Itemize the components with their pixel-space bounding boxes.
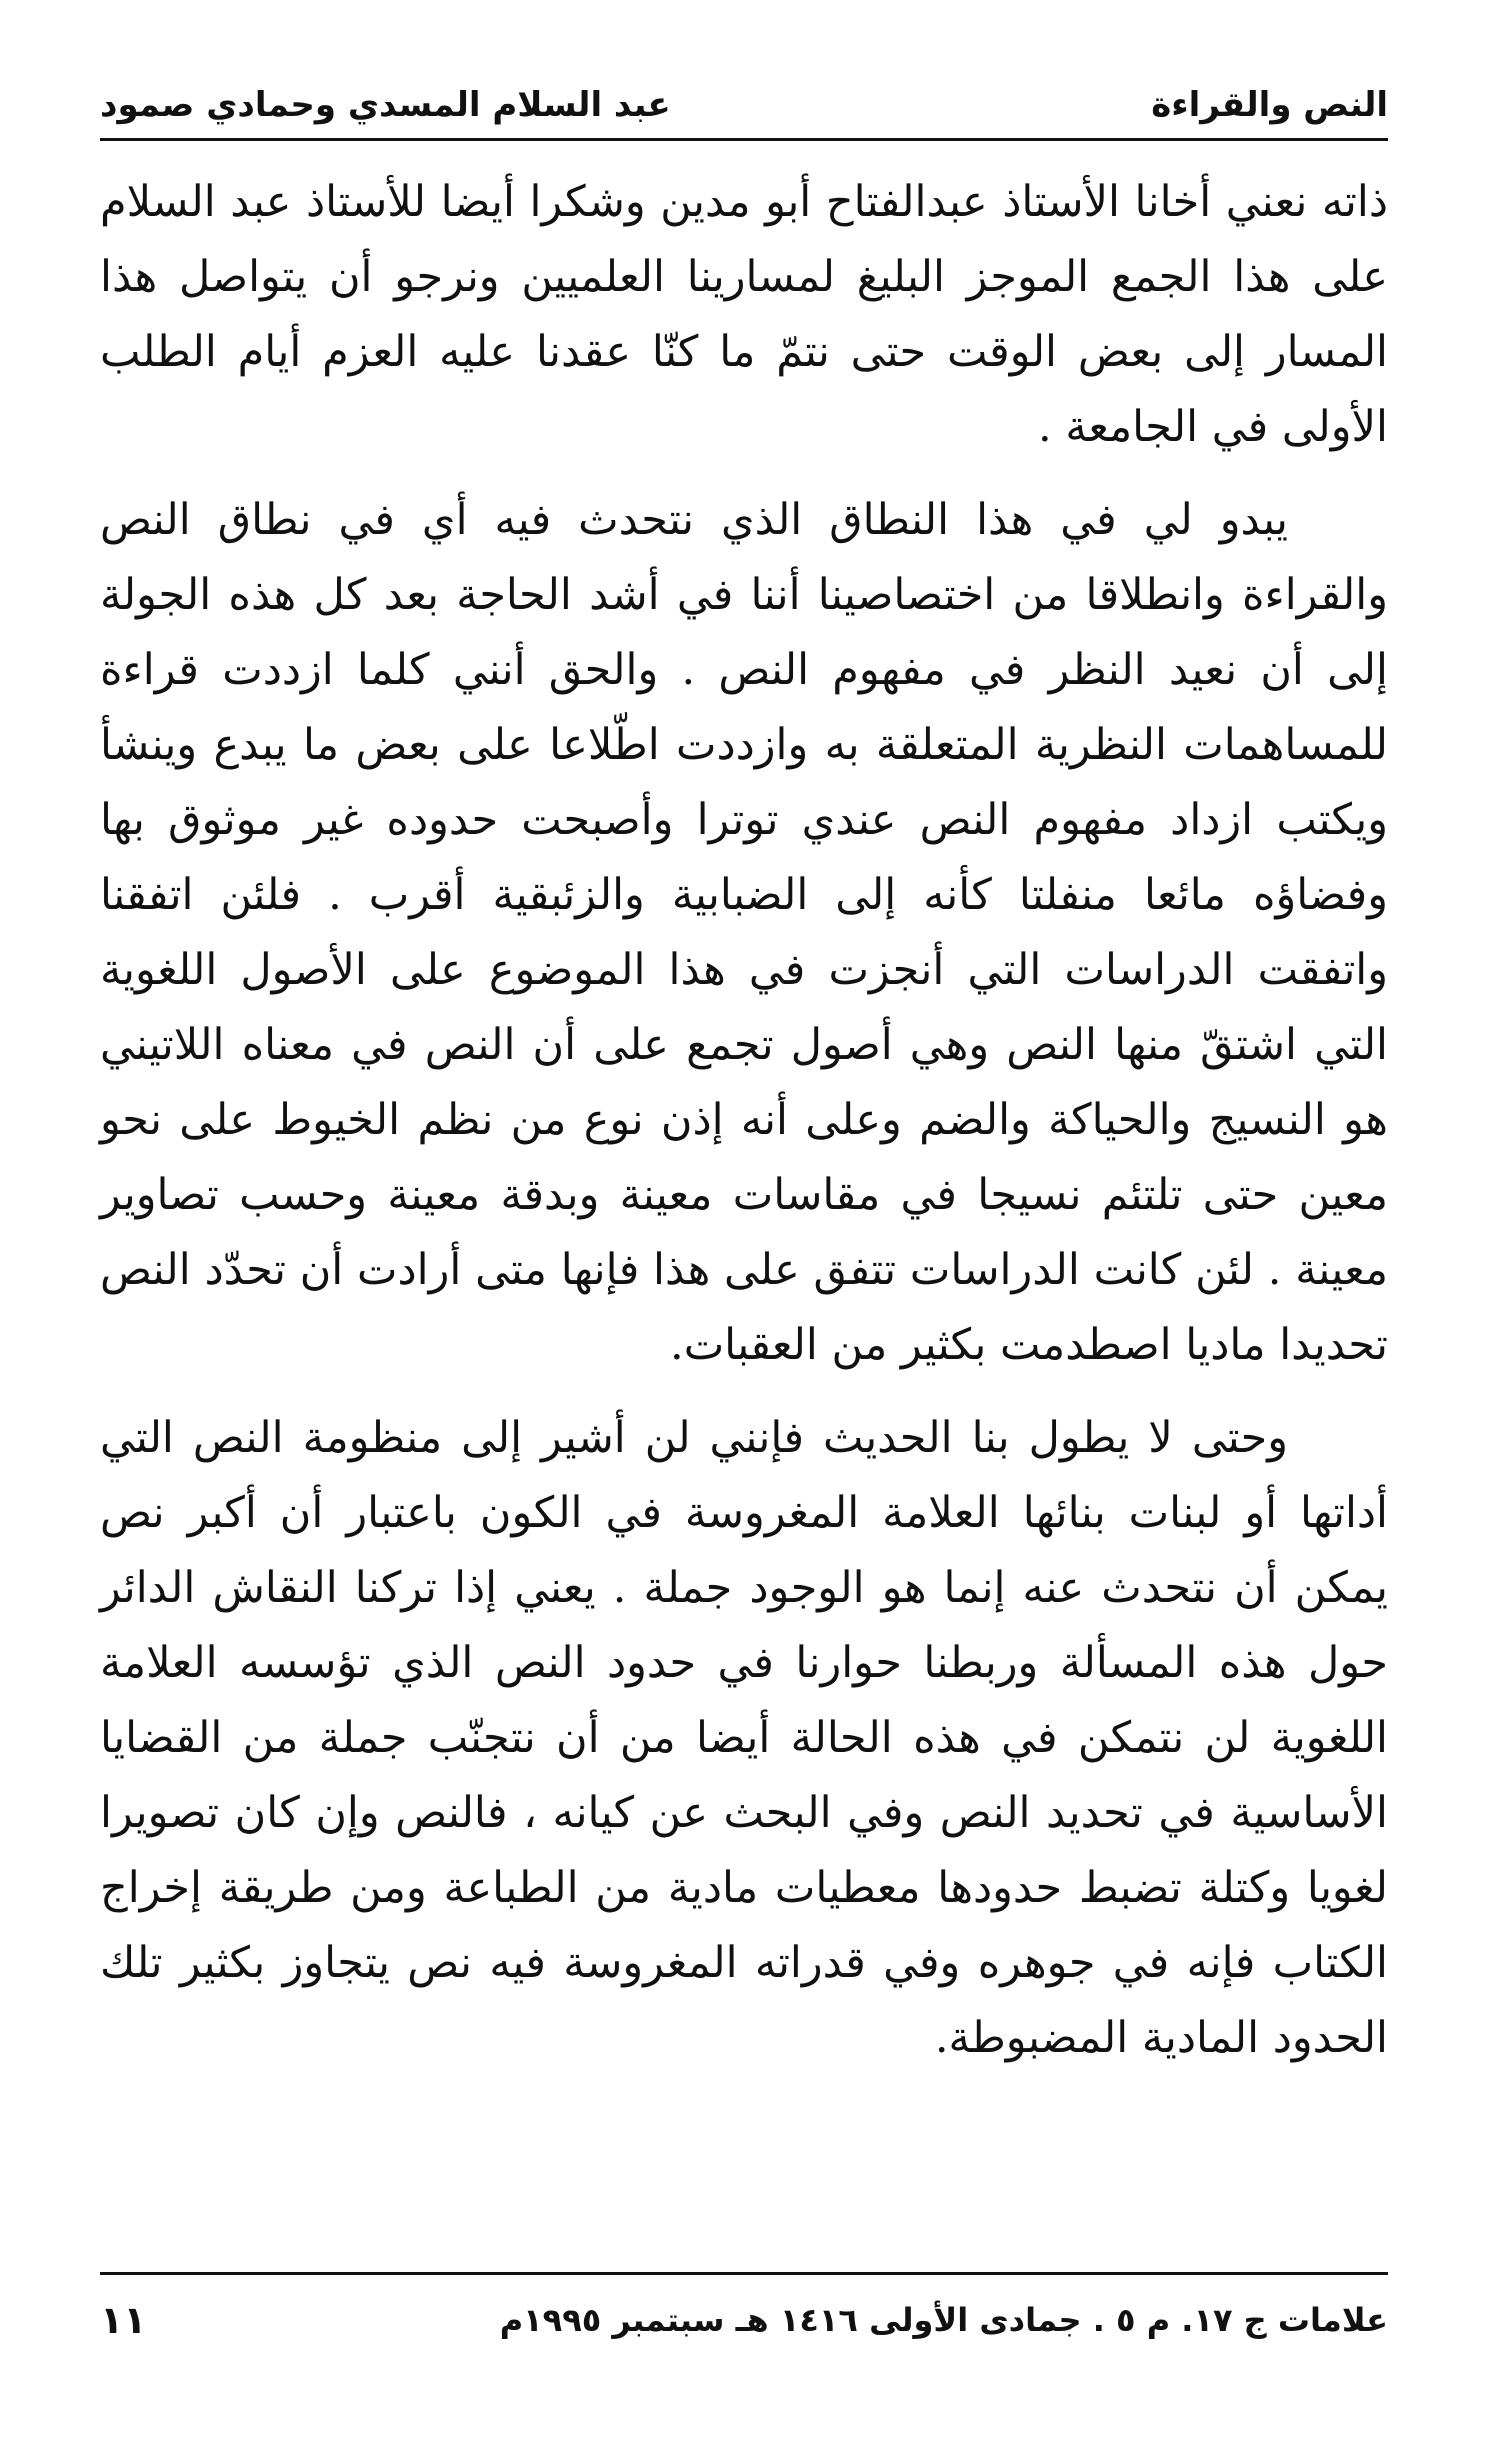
header-authors: عبد السلام المسدي وحمادي صمود (100, 85, 671, 125)
paragraph: ذاته نعني أخانا الأستاذ عبدالفتاح أبو مدين وشكرا أيضا للأستاذ عبد السلام على هذا الجمع الموجز البليغ لمسارينا العلميين ونرجو أن يتواصل هذا المسار إلى بعض الوقت حتى نتمّ ما كنّا عقدنا عليه العزم أيام الطلب الأولى في الجامعة . (100, 177, 1388, 452)
running-footer (100, 2285, 1388, 2355)
journal-info: علامات ج ١٧. م ٥ . جمادى الأولى ١٤١٦ هـ سبتمبر ١٩٩٥م (499, 2301, 1388, 2339)
page-number: ١١ (100, 2298, 147, 2342)
running-header (100, 70, 1388, 140)
paragraph: وحتى لا يطول بنا الحديث فإنني لن أشير إلى منظومة النص التي أداتها أو لبنات بنائها العلامة المغروسة في الكون باعتبار أن أكبر نص يمكن أن نتحدث عنه إنما هو الوجود جملة . يعني إذا تركنا النقاش الدائر حول هذه المسألة وربطنا حوارنا في حدود النص الذي تؤسسه العلامة اللغوية لن نتمكن في هذه الحالة أيضا من أن نتجنّب جملة من القضايا الأساسية في تحديد النص وفي البحث عن كيانه ، فالنص وإن كان تصويرا لغويا وكتلة تضبط حدودها معطيات مادية من الطباعة ومن طريقة إخراج الكتاب فإنه في جوهره وفي قدراته المغروسة فيه نص يتجاوز بكثير تلك الحدود المادية المضبوطة. (100, 1413, 1388, 2063)
footer-divider (100, 2272, 1388, 2275)
paragraph: يبدو لي في هذا النطاق الذي نتحدث فيه أي في نطاق النص والقراءة وانطلاقا من اختصاصينا أننا في أشد الحاجة بعد كل هذه الجولة إلى أن نعيد النظر في مفهوم النص . والحق أنني كلما ازددت قراءة للمساهمات النظرية المتعلقة به وازددت اطّلاعا على بعض ما يبدع وينشأ ويكتب ازداد مفهوم النص عندي توترا وأصبحت حدوده غير موثوق بها وفضاؤه مائعا منفلتا كأنه إلى الضبابية والزئبقية أقرب . فلئن اتفقنا واتفقت الدراسات التي أنجزت في هذا الموضوع على الأصول اللغوية التي اشتقّ منها النص وهي أصول تجمع على أن النص في معناه اللاتيني هو النسيج والحياكة والضم وعلى أنه إذن نوع من نظم الخيوط على نحو معين حتى تلتئم نسيجا في مقاسات معينة وبدقة معينة وحسب تصاوير معينة . لئن كانت الدراسات تتفق على هذا فإنها متى أرادت أن تحدّد النص تحديدا ماديا اصطدمت بكثير من العقبات. (100, 495, 1388, 1370)
header-title: النص والقراءة (1151, 85, 1388, 125)
article-body (100, 165, 1388, 2094)
header-divider (100, 138, 1388, 141)
